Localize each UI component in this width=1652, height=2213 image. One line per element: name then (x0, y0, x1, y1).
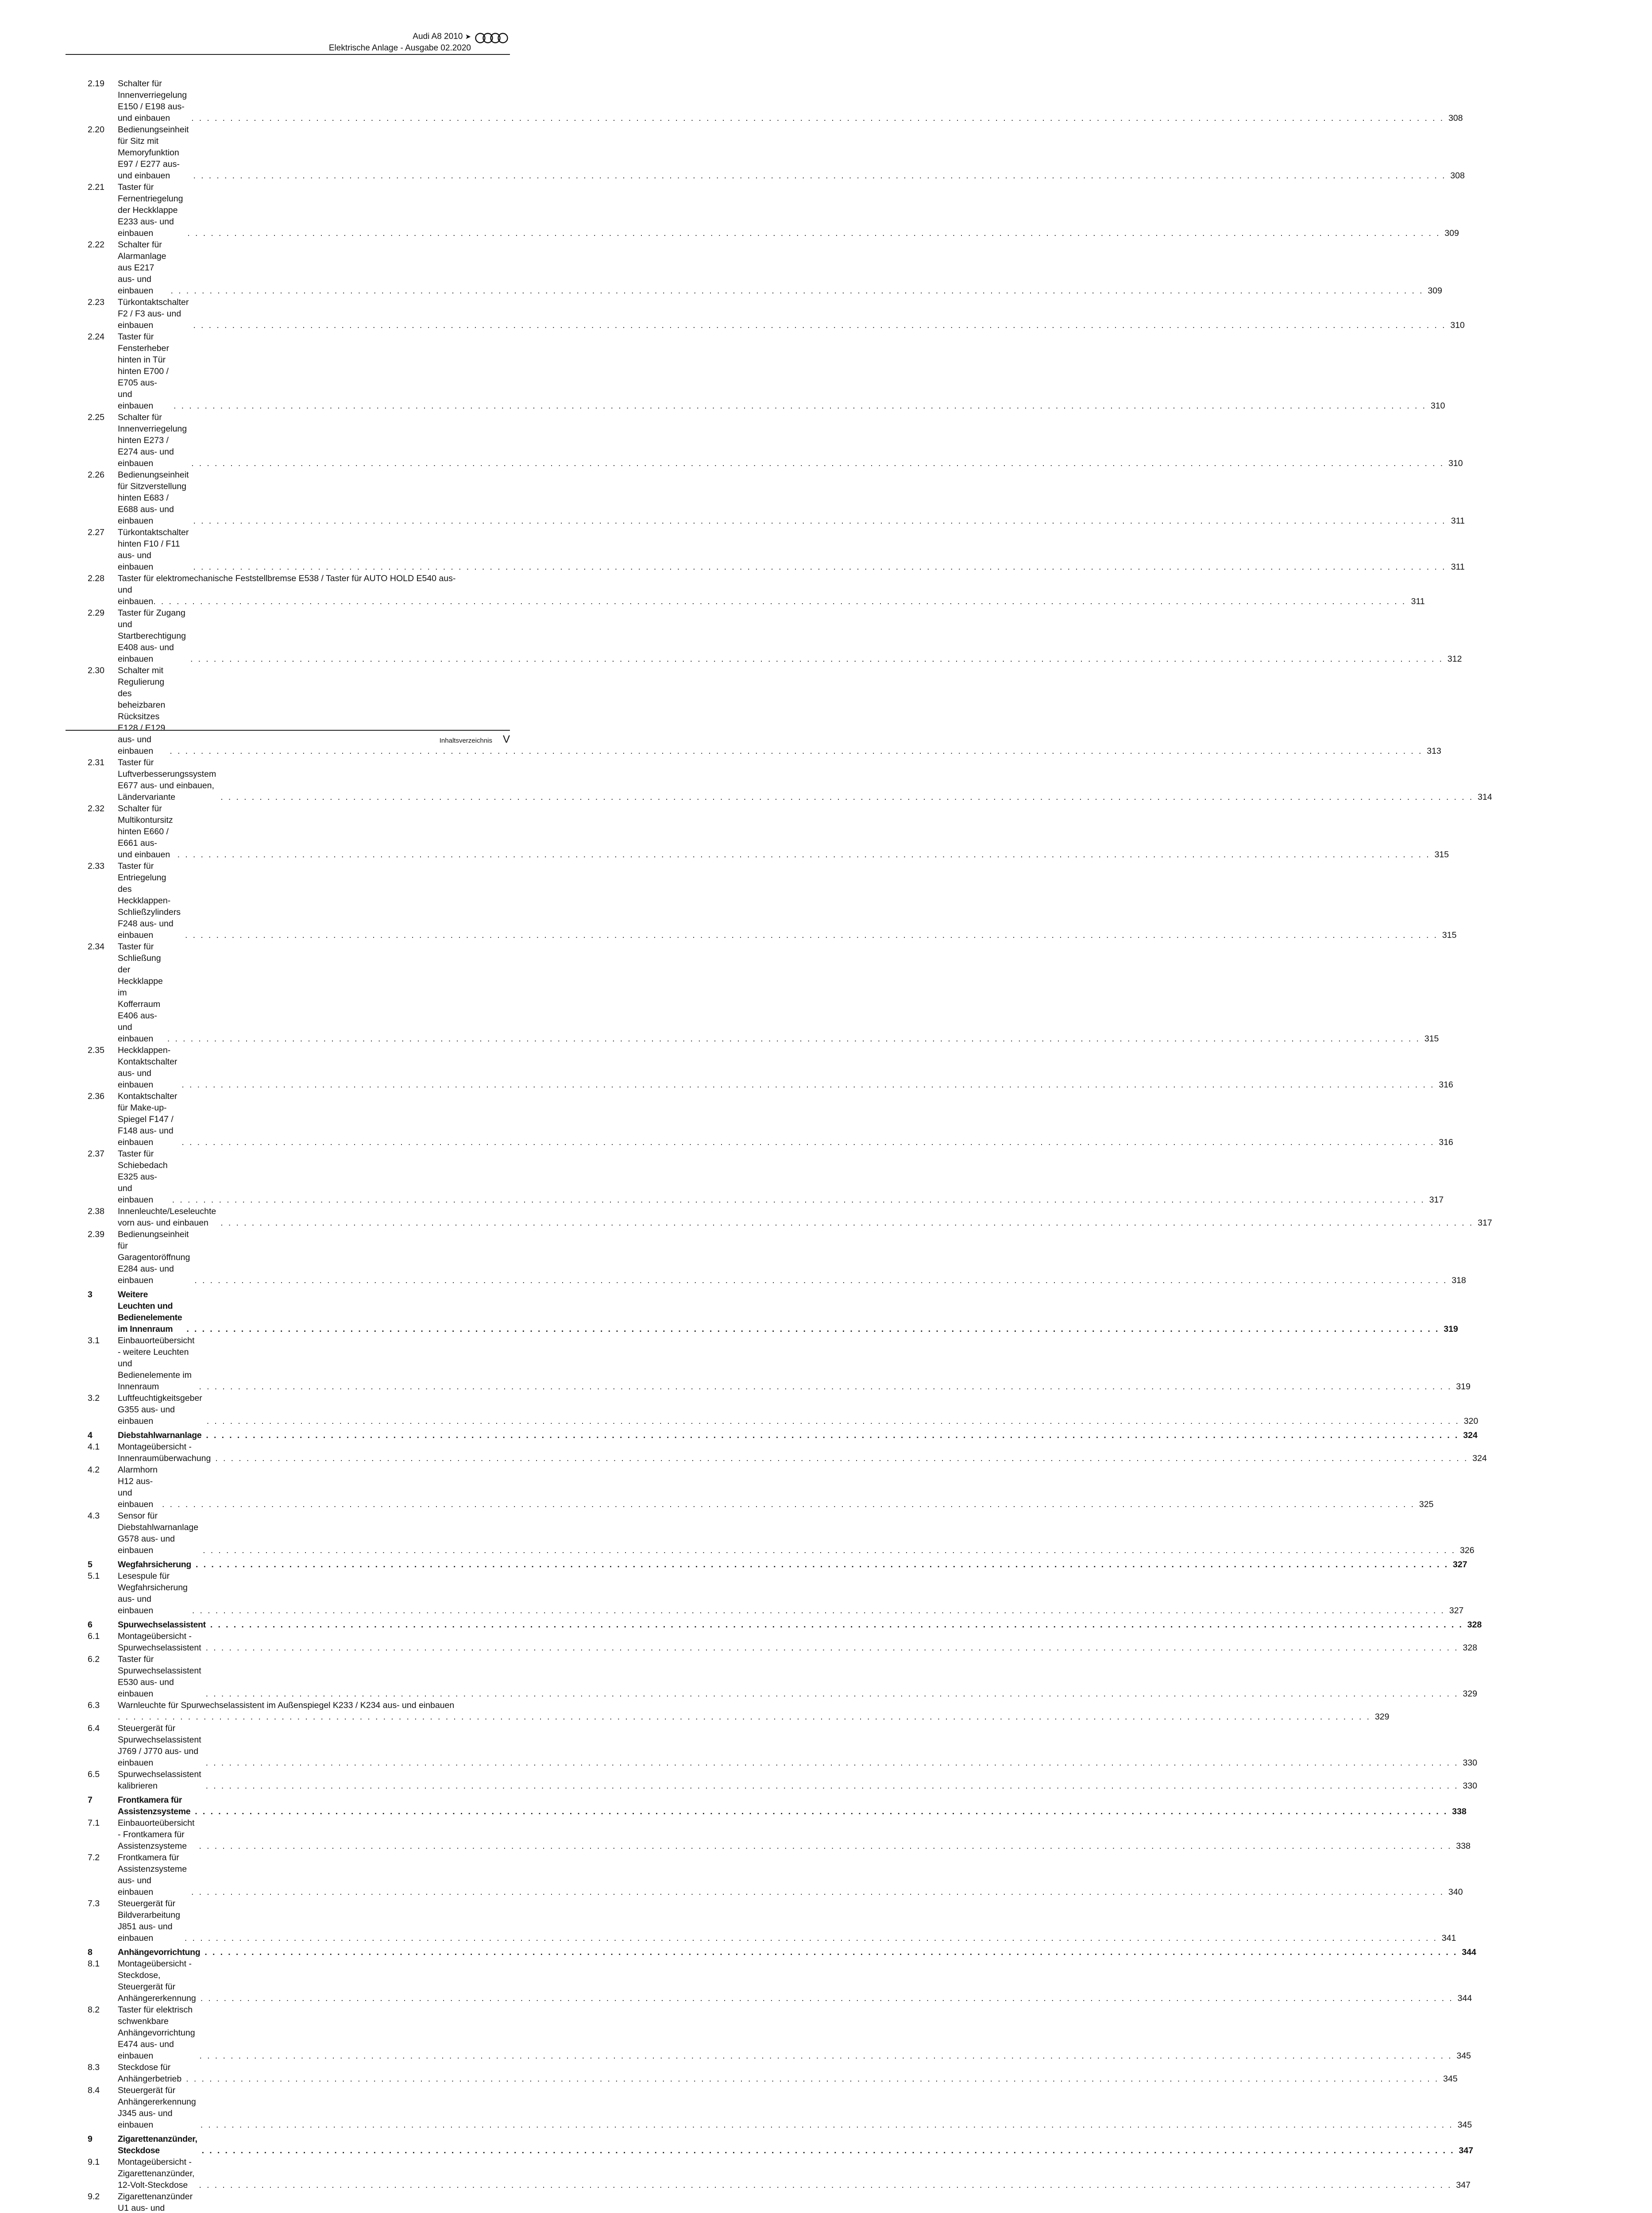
toc-entry-page: 313 (1427, 746, 1441, 756)
toc-section[interactable] (88, 1794, 1467, 1817)
toc-entry-title: Taster für Entriegelung des Heckklappen-Schließzylinders F248 aus- und einbauen (118, 861, 181, 940)
toc-entry-title: Montageübersicht - Steckdose, Steuergerät für Anhängererkennung (118, 1959, 196, 2003)
toc-entry[interactable] (88, 2156, 1471, 2191)
toc-entry-title: Luftfeuchtigkeitsgeber G355 aus- und einbauen (118, 1393, 202, 1426)
toc-section[interactable] (88, 1559, 1467, 1570)
toc-entry-title: Einbauorteübersicht - weitere Leuchten und Bedienelemente im Innenraum (118, 1336, 195, 1392)
toc-entry-title: Zigarettenanzünder U1 aus- und (118, 2192, 193, 2213)
toc-entry-title: Montageübersicht - Zigarettenanzünder, 12-Volt-Steckdose (118, 2157, 195, 2190)
dot-leader (162, 1499, 1415, 1510)
toc-entry[interactable] (88, 297, 1465, 331)
toc-entry-number: 2.21 (88, 182, 104, 192)
toc-entry-title: Bedienungseinheit für Sitz mit Memoryfunktion E97 / E277 aus- und einbauen (118, 125, 189, 181)
toc-entry[interactable] (88, 1852, 1463, 1898)
toc-entry-page: 327 (1449, 1606, 1464, 1615)
toc-entry-page: 309 (1444, 228, 1459, 238)
toc-entry-number: 4.1 (88, 1442, 100, 1452)
toc-entry-title: Frontkamera für Assistenzsysteme aus- und einbauen (118, 1853, 187, 1897)
toc-entry-number: 6.2 (88, 1654, 100, 1664)
footer-page-number: V (502, 733, 510, 745)
toc-entry-title: Montageübersicht - Spurwechselassistent (118, 1631, 201, 1653)
toc-section[interactable] (88, 1430, 1478, 1441)
toc-entry-title: Anhängevorrichtung (118, 1947, 201, 1957)
toc-entry[interactable] (88, 124, 1465, 181)
toc-entry[interactable] (88, 1510, 1474, 1556)
dot-leader (206, 1688, 1459, 1700)
dot-leader (170, 745, 1423, 757)
toc-entry[interactable] (88, 941, 1439, 1045)
dot-leader (178, 849, 1431, 860)
toc-entry-number: 5 (88, 1560, 93, 1569)
dot-leader (201, 1993, 1454, 2004)
toc-entry-number: 5.1 (88, 1571, 100, 1581)
dot-leader (181, 1137, 1435, 1148)
toc-entry-page: 328 (1467, 1620, 1482, 1630)
toc-entry-title: Kontaktschalter für Make-up-Spiegel F147 / F148 aus- und einbauen (118, 1091, 178, 1147)
toc-entry-page: 308 (1448, 113, 1463, 123)
toc-entry[interactable] (88, 803, 1449, 860)
header-subtitle: Elektrische Anlage - Ausgabe 02.2020 (328, 43, 471, 53)
toc-entry-number: 3.1 (88, 1336, 100, 1346)
toc-entry-number: 2.20 (88, 125, 104, 135)
toc-entry-page: 314 (1478, 792, 1492, 802)
toc-entry-title: Taster für Luftverbesserungssystem E677 aus- und einbauen, Ländervariante (118, 758, 216, 802)
toc-entry[interactable] (88, 1206, 1492, 1229)
dot-leader (193, 561, 1446, 573)
toc-entry-number: 2.36 (88, 1091, 104, 1101)
toc-entry-page: 324 (1463, 1430, 1478, 1440)
dot-leader (191, 112, 1444, 124)
toc-entry[interactable] (88, 2062, 1458, 2085)
toc-entry[interactable] (88, 1817, 1471, 1852)
toc-section[interactable] (88, 2133, 1474, 2156)
toc-entry-title: Bedienungseinheit für Garagentoröffnung E284 aus- und einbauen (118, 1230, 190, 1285)
toc-entry-number: 2.22 (88, 240, 104, 250)
toc-entry-page: 310 (1448, 459, 1463, 468)
toc-entry-page: 345 (1457, 2120, 1472, 2130)
footer-section-label: Inhaltsverzeichnis (439, 737, 492, 744)
toc-entry[interactable] (88, 1631, 1478, 1654)
toc-entry-title: Türkontaktschalter hinten F10 / F11 aus- und einbauen (118, 528, 189, 572)
toc-entry[interactable] (88, 2004, 1471, 2062)
toc-entry-page: 319 (1444, 1324, 1458, 1334)
arrow-right-icon: ➤ (465, 33, 471, 41)
toc-entry-page: 316 (1439, 1080, 1453, 1090)
dot-leader (191, 1886, 1444, 1898)
toc-entry-page: 315 (1434, 850, 1449, 860)
toc-entry-page: 341 (1441, 1933, 1456, 1943)
toc-entry-title: Schalter für Innenverriegelung E150 / E198 aus- und einbauen (118, 79, 187, 123)
toc-entry-number: 2.23 (88, 297, 104, 307)
toc-entry-number: 7 (88, 1795, 93, 1805)
toc-entry-number: 8.3 (88, 2063, 100, 2072)
toc-entry-number: 2.38 (88, 1207, 104, 1216)
toc-entry-title: Steuergerät für Bildverarbeitung J851 aus- und einbauen (118, 1899, 180, 1943)
dot-leader (215, 1453, 1468, 1464)
dot-leader (193, 515, 1446, 527)
toc-entry-title: Schalter für Innenverriegelung hinten E273 / E274 aus- und einbauen (118, 413, 187, 468)
toc-entry-page: 338 (1456, 1841, 1471, 1851)
toc-entry-number: 7.3 (88, 1899, 100, 1908)
toc-entry-title: Warnleuchte für Spurwechselassistent im Außenspiegel K233 / K234 aus- und einbauen (118, 1700, 455, 1710)
toc-entry[interactable] (88, 573, 1425, 607)
toc-entry-title: Spurwechselassistent (118, 1620, 206, 1630)
toc-entry-page: 310 (1450, 320, 1465, 330)
toc-entry-number: 2.37 (88, 1149, 104, 1159)
dot-leader (187, 227, 1440, 239)
toc-entry-number: 2.39 (88, 1230, 104, 1239)
toc-entry-number: 9.1 (88, 2157, 100, 2167)
toc-entry-title: Frontkamera für Assistenzsysteme (118, 1795, 191, 1816)
toc-entry-number: 2.31 (88, 758, 104, 767)
toc-entry[interactable] (88, 860, 1457, 941)
dot-leader (206, 1430, 1459, 1441)
toc-entry-number: 4.2 (88, 1465, 100, 1475)
toc-entry[interactable] (88, 1335, 1471, 1392)
toc-entry-page: 308 (1450, 171, 1465, 181)
toc-entry[interactable] (88, 1392, 1478, 1427)
dot-leader (220, 791, 1474, 803)
dot-leader (192, 1605, 1445, 1616)
toc-entry-title: Taster für Fernentriegelung der Heckklappe E233 aus- und einbauen (118, 182, 183, 238)
audi-rings-icon (475, 32, 510, 44)
toc-entry-title: Alarmhorn H12 aus- und einbauen (118, 1465, 158, 1509)
toc-entry[interactable] (88, 1570, 1464, 1616)
dot-leader (153, 596, 1406, 607)
dot-leader (186, 1323, 1440, 1335)
toc-entry-number: 2.29 (88, 608, 104, 618)
toc-entry[interactable] (88, 607, 1462, 665)
toc-entry-title: Steuergerät für Anhängererkennung J345 aus- und einbauen (118, 2086, 196, 2130)
dot-leader (118, 1711, 1371, 1723)
toc-entry-page: 317 (1478, 1218, 1492, 1228)
toc-entry-page: 309 (1428, 286, 1442, 296)
toc-entry-page: 310 (1430, 401, 1445, 411)
toc-entry-page: 324 (1472, 1453, 1487, 1463)
toc-entry-number: 2.26 (88, 470, 104, 480)
toc-entry-title: Taster für Spurwechselassistent E530 aus- und einbauen (118, 1654, 201, 1699)
toc-entry-page: 340 (1448, 1887, 1463, 1897)
dot-leader (199, 1381, 1452, 1392)
toc-entry-title: Taster für Zugang und Startberechtigung E408 aus- und einbauen (118, 608, 186, 664)
toc-entry-number: 7.2 (88, 1853, 100, 1862)
toc-entry-title: Taster für elektromechanische Feststellbremse E538 / Taster für AUTO HOLD E540 aus- (118, 574, 456, 583)
toc-entry-number: 6.3 (88, 1700, 100, 1710)
toc-entry-page: 327 (1453, 1560, 1467, 1569)
toc-entry-number: 2.19 (88, 79, 104, 89)
toc-entry-page: 344 (1462, 1947, 1476, 1957)
toc-entry-number: 2.28 (88, 574, 104, 583)
toc-entry-page: 311 (1451, 562, 1465, 572)
header-model-line (413, 32, 471, 42)
toc-entry-title: Taster für Schiebedach E325 aus- und einbauen (118, 1149, 168, 1205)
toc-entry-number: 2.27 (88, 528, 104, 537)
dot-leader (190, 653, 1444, 665)
toc-entry-page: 315 (1424, 1034, 1439, 1044)
toc-entry[interactable] (88, 527, 1465, 573)
toc-entry-page: 312 (1447, 654, 1462, 664)
toc-entry-number: 6.4 (88, 1723, 100, 1733)
toc-entry-title: Heckklappen-Kontaktschalter aus- und einbauen (118, 1045, 178, 1090)
dot-leader (201, 2119, 1454, 2131)
toc-entry-title: Diebstahlwarnanlage (118, 1430, 202, 1440)
toc-entry-number: 6 (88, 1620, 93, 1630)
toc-entry-page: 326 (1460, 1546, 1474, 1555)
toc-entry-number: 2.32 (88, 804, 104, 813)
toc-entry-number: 2.25 (88, 413, 104, 422)
toc-entry-number: 4 (88, 1430, 93, 1440)
dot-leader (206, 1780, 1459, 1792)
toc-entry-page: 330 (1463, 1781, 1478, 1791)
page-footer (66, 730, 510, 745)
toc-entry-title: Einbauorteübersicht - Frontkamera für Assistenzsysteme (118, 1818, 195, 1851)
toc-entry-number: 2.33 (88, 861, 104, 871)
toc-entry-title: Türkontaktschalter F2 / F3 aus- und einbauen (118, 297, 189, 330)
toc-entry-title: Bedienungseinheit für Sitzverstellung hinten E683 / E688 aus- und einbauen (118, 470, 189, 526)
toc-section[interactable] (88, 1289, 1458, 1335)
toc-entry[interactable] (88, 1958, 1472, 2004)
toc-entry-title-continued: und einbauen (118, 585, 154, 606)
toc-entry-title: Schalter für Multikontursitz hinten E660 / E661 aus- und einbauen (118, 804, 173, 860)
toc-entry-title: Lesespule für Wegfahrsicherung aus- und einbauen (118, 1571, 188, 1615)
dot-leader (210, 1619, 1463, 1631)
header-model: Audi A8 2010 (413, 32, 463, 41)
toc-entry-page: 328 (1463, 1643, 1478, 1653)
toc-entry-page: 345 (1443, 2074, 1458, 2084)
dot-leader (170, 285, 1424, 297)
toc-entry[interactable] (88, 239, 1442, 297)
toc-entry-number: 8.4 (88, 2086, 100, 2095)
dot-leader (199, 1840, 1452, 1852)
toc-entry-title: Zigarettenanzünder, Steckdose (118, 2134, 197, 2155)
toc-entry[interactable] (88, 757, 1492, 803)
toc-entry-page: 316 (1439, 1137, 1453, 1147)
dot-leader (174, 400, 1427, 412)
toc-entry[interactable] (88, 78, 1463, 124)
toc-entry-number: 8.2 (88, 2005, 100, 2015)
page-header (66, 31, 510, 55)
toc-entry[interactable] (88, 1898, 1456, 1944)
toc-entry-number: 6.1 (88, 1631, 100, 1641)
toc-entry-number: 2.30 (88, 666, 104, 675)
toc-entry-number: 3.2 (88, 1393, 100, 1403)
dot-leader (207, 1415, 1460, 1427)
toc-entry-title: Schalter für Alarmanlage aus E217 aus- und einbauen (118, 240, 166, 296)
toc-entry[interactable] (88, 2191, 510, 2213)
toc-entry-number: 3 (88, 1290, 93, 1299)
toc-entry-number: 2.35 (88, 1045, 104, 1055)
toc-entry-page: 315 (1442, 930, 1457, 940)
toc-entry[interactable] (88, 1441, 1487, 1464)
dot-leader (205, 1947, 1458, 1958)
toc-entry[interactable] (88, 1091, 1453, 1148)
toc-entry-title: Taster für Schließung der Heckklappe im Kofferraum E406 aus- und einbauen (118, 942, 163, 1044)
dot-leader (185, 929, 1438, 941)
toc-entry-title: Taster für Fensterheber hinten in Tür hinten E700 / E705 aus- und einbauen (118, 332, 169, 411)
toc-entry-number: 4.3 (88, 1511, 100, 1521)
toc-entry-title: Steckdose für Anhängerbetrieb (118, 2063, 182, 2084)
toc-entry[interactable] (88, 1045, 1453, 1091)
toc-entry-page: 344 (1457, 1993, 1472, 2003)
dot-leader (203, 1545, 1456, 1556)
toc-entry-page: 320 (1463, 1416, 1478, 1426)
toc-entry-title: Sensor für Diebstahlwarnanlage G578 aus- und einbauen (118, 1511, 199, 1555)
toc-entry[interactable] (88, 1464, 1434, 1510)
dot-leader (200, 2050, 1453, 2062)
toc-entry-title: Taster für elektrisch schwenkbare Anhängevorrichtung E474 aus- und einbauen (118, 2005, 195, 2061)
dot-leader (206, 1642, 1459, 1654)
toc-entry[interactable] (88, 412, 1463, 469)
table-of-contents (88, 78, 1492, 2213)
toc-entry-title: Schalter mit Regulierung des beheizbaren Rücksitzes E128 / E129 aus- und einbauen (118, 666, 166, 756)
dot-leader (206, 1757, 1459, 1769)
toc-entry-title: Weitere Leuchten und Bedienelemente im Innenraum (118, 1290, 182, 1334)
toc-entry[interactable] (88, 1723, 1478, 1769)
toc-entry-page: 347 (1459, 2146, 1474, 2155)
toc-entry[interactable] (88, 1229, 1466, 1286)
dot-leader (172, 1194, 1425, 1206)
dot-leader (196, 1559, 1449, 1570)
toc-entry-page: 345 (1456, 2051, 1471, 2061)
dot-leader (202, 2145, 1455, 2156)
toc-entry[interactable] (88, 1700, 1390, 1723)
toc-entry-page: 330 (1463, 1758, 1478, 1768)
toc-entry-page: 311 (1451, 516, 1465, 526)
toc-entry[interactable] (88, 469, 1465, 527)
toc-entry[interactable] (88, 181, 1459, 239)
toc-entry-page: 329 (1374, 1712, 1390, 1722)
toc-entry-number: 9 (88, 2134, 93, 2144)
toc-entry-page: 325 (1419, 1500, 1434, 1509)
toc-entry-page: 347 (1456, 2180, 1471, 2190)
toc-entry-number: 8.1 (88, 1959, 100, 1969)
toc-entry-number: 7.1 (88, 1818, 100, 1828)
toc-entry[interactable] (88, 1148, 1444, 1206)
toc-entry-page: 338 (1452, 1807, 1467, 1816)
toc-entry-title: Steuergerät für Spurwechselassistent J769 / J770 aus- und einbauen (118, 1723, 201, 1768)
dot-leader (195, 1806, 1448, 1817)
toc-entry-page: 317 (1429, 1195, 1444, 1205)
toc-entry[interactable] (88, 1654, 1478, 1700)
toc-entry-page: 329 (1463, 1689, 1478, 1699)
toc-entry-title: Montageübersicht - Innenraumüberwachung (118, 1442, 211, 1463)
dot-leader (193, 170, 1446, 181)
toc-entry-number: 8 (88, 1947, 93, 1957)
dot-leader (194, 1275, 1447, 1286)
toc-entry-page: 318 (1451, 1276, 1466, 1285)
toc-entry-number: 9.2 (88, 2192, 100, 2201)
dot-leader (181, 1079, 1435, 1091)
toc-entry-number: 6.5 (88, 1770, 100, 1779)
toc-entry-title: Wegfahrsicherung (118, 1560, 192, 1569)
toc-entry[interactable] (88, 331, 1445, 412)
dot-leader (191, 458, 1444, 469)
toc-entry[interactable] (88, 2085, 1472, 2131)
dot-leader (185, 1932, 1438, 1944)
toc-entry-page: 311 (1411, 597, 1425, 606)
toc-entry-number: 2.24 (88, 332, 104, 342)
toc-section[interactable] (88, 1619, 1482, 1631)
dot-leader (167, 1033, 1420, 1045)
toc-entry-page: 319 (1456, 1382, 1471, 1392)
toc-entry-number: 2.34 (88, 942, 104, 952)
toc-entry-title: Spurwechselassistent kalibrieren (118, 1770, 201, 1791)
dot-leader (199, 2179, 1452, 2191)
toc-section[interactable] (88, 1947, 1476, 1958)
dot-leader (186, 2073, 1439, 2085)
dot-leader (220, 1217, 1474, 1229)
toc-entry-title: Innenleuchte/Leseleuchte vorn aus- und einbauen (118, 1207, 216, 1228)
dot-leader (193, 320, 1446, 331)
toc-entry[interactable] (88, 1769, 1478, 1792)
